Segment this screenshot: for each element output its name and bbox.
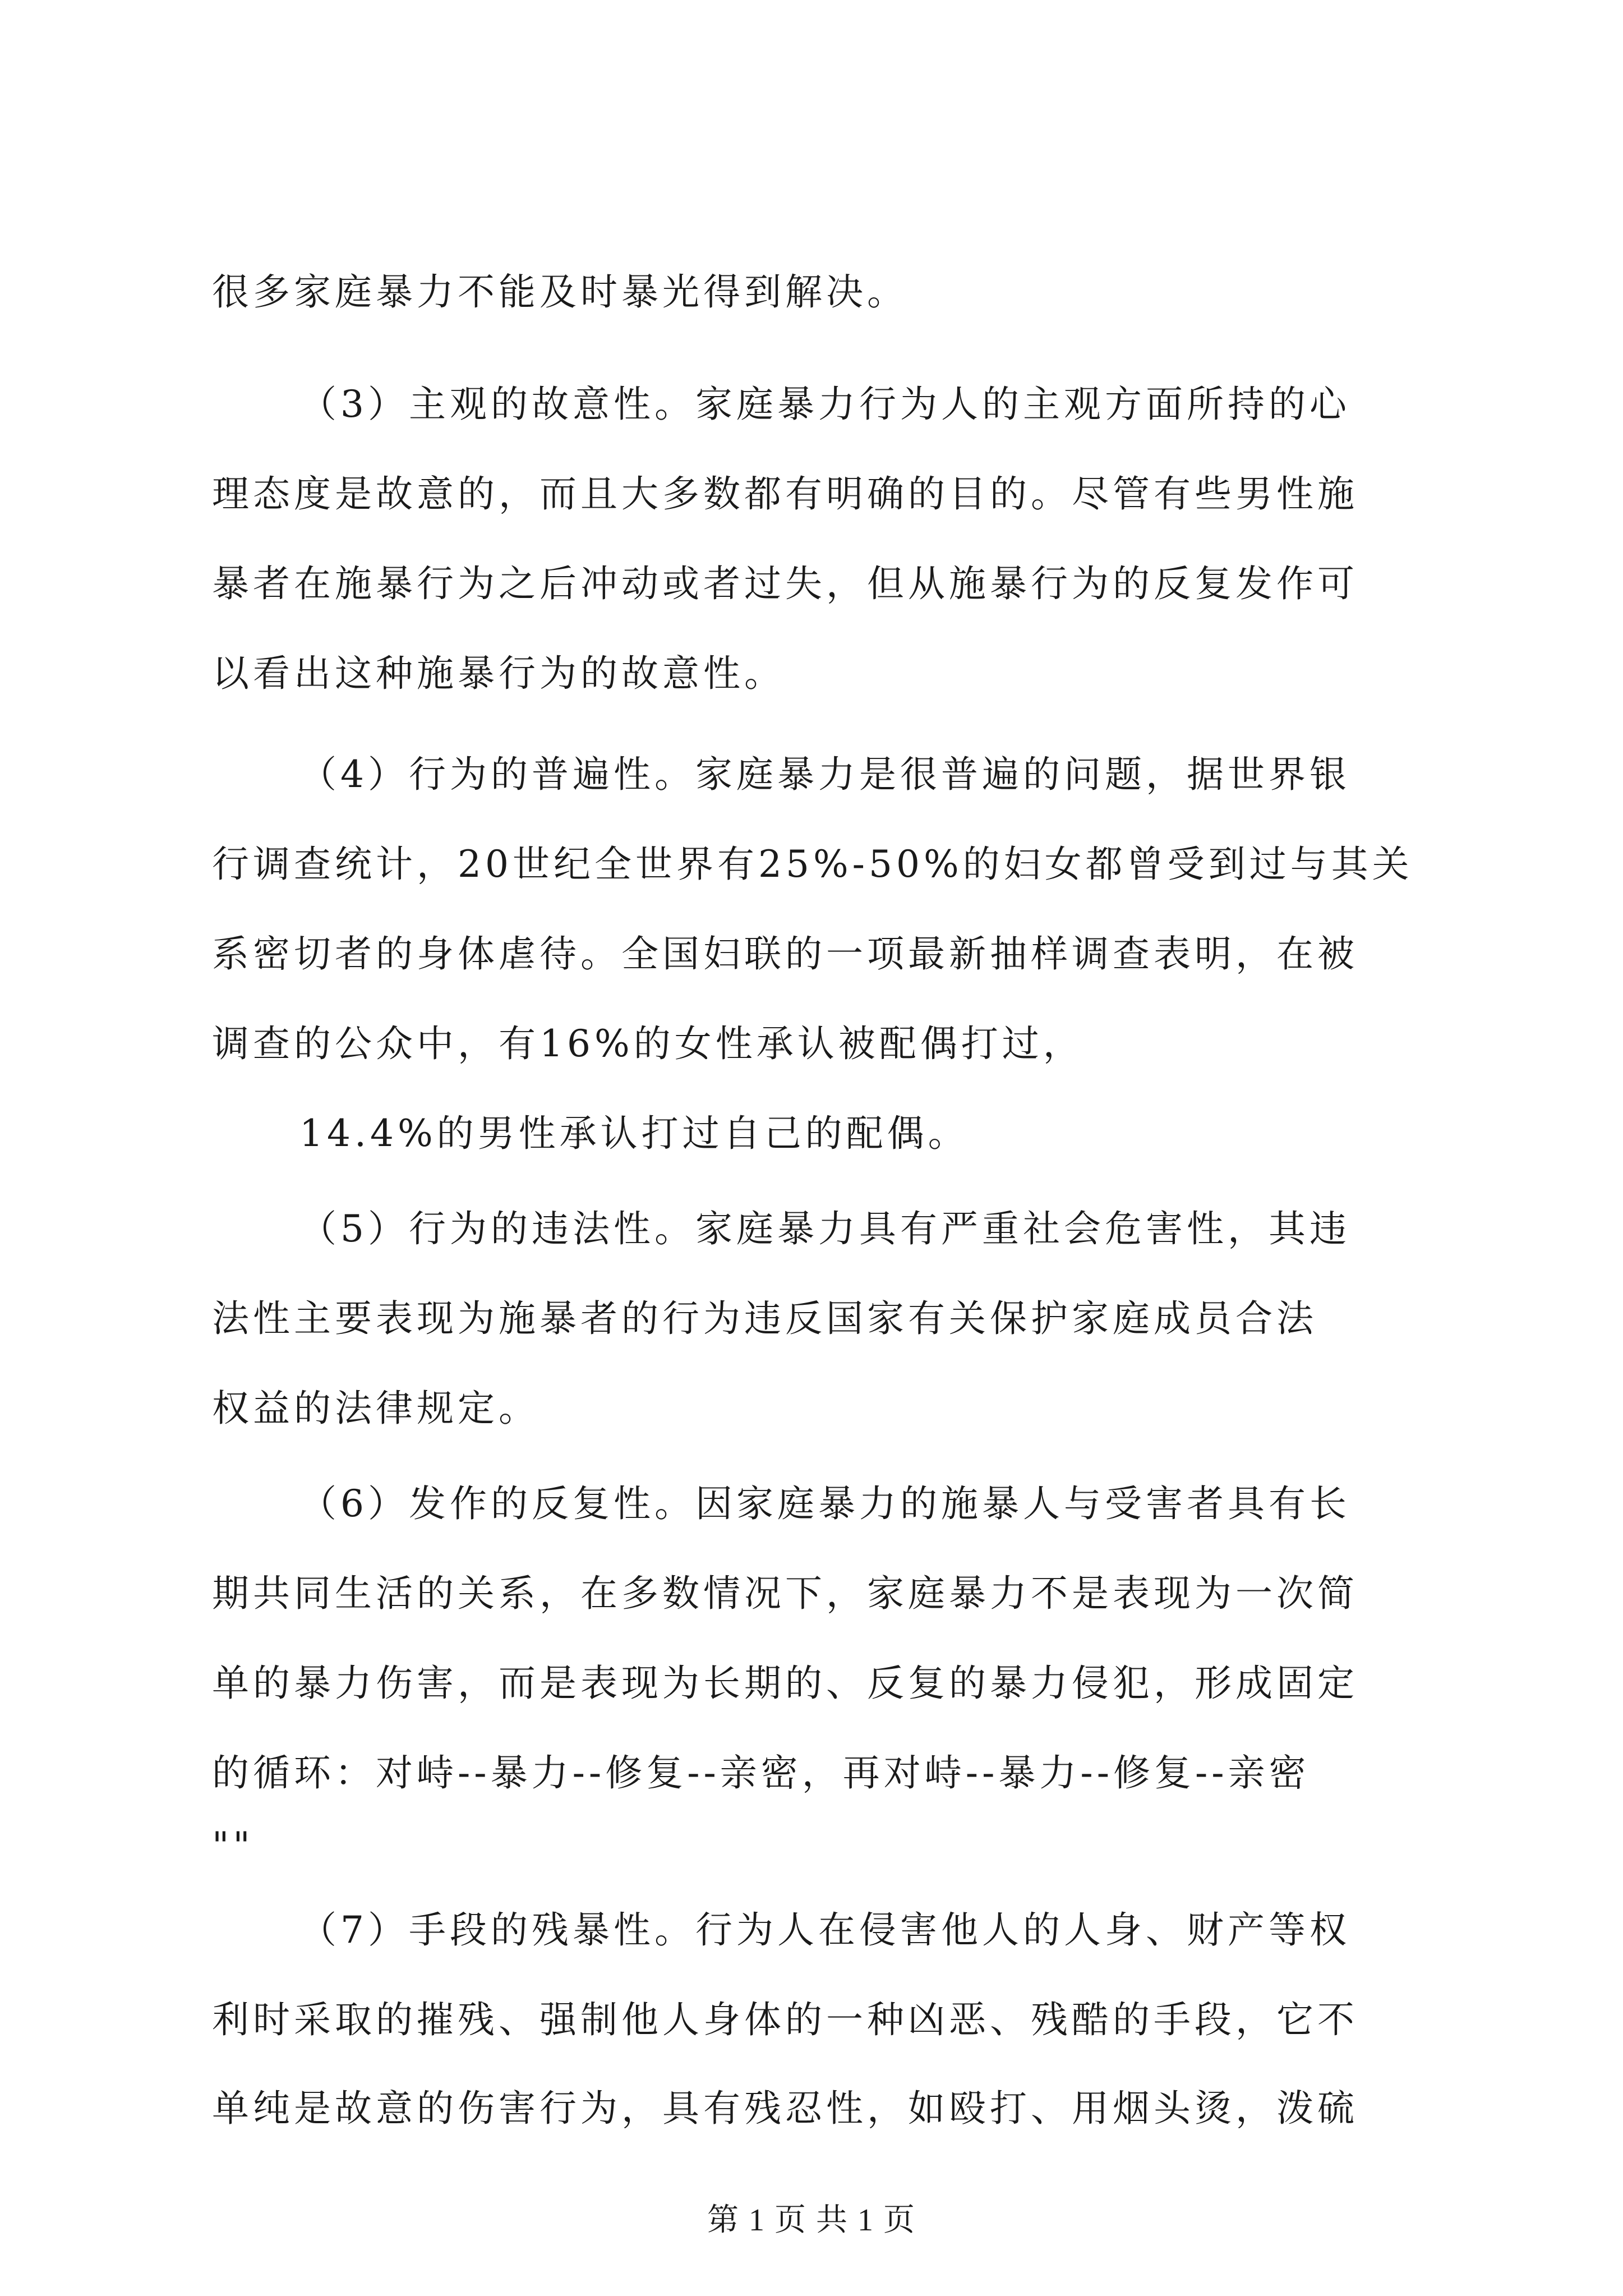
- text-line: 14.4%的男性承认打过自己的配偶。: [299, 1112, 969, 1155]
- text-line: 利时采取的摧残、强制他人身体的一种凶恶、残酷的手段，它不: [212, 1998, 1358, 2041]
- text-line: 暴者在施暴行为之后冲动或者过失，但从施暴行为的反复发作可: [212, 562, 1358, 605]
- text-line: （6）发作的反复性。因家庭暴力的施暴人与受害者具有长: [299, 1482, 1350, 1525]
- text-line: （4）行为的普遍性。家庭暴力是很普遍的问题，据世界银: [299, 753, 1350, 796]
- text-line: （3）主观的故意性。家庭暴力行为人的主观方面所持的心: [299, 383, 1350, 426]
- text-line: 很多家庭暴力不能及时暴光得到解决。: [212, 270, 908, 314]
- text-line: 调查的公众中，有16%的女性承认被配偶打过，: [212, 1022, 1084, 1065]
- text-line: 权益的法律规定。: [212, 1387, 540, 1430]
- text-line: 以看出这种施暴行为的故意性。: [212, 652, 785, 695]
- text-line: 系密切者的身体虐待。全国妇联的一项最新抽样调查表明，在被: [212, 932, 1358, 976]
- text-line: 单纯是故意的伤害行为，具有残忍性，如殴打、用烟头烫，泼硫: [212, 2087, 1358, 2130]
- text-line: （7）手段的残暴性。行为人在侵害他人的人身、财产等权: [299, 1908, 1350, 1952]
- text-line: 期共同生活的关系，在多数情况下，家庭暴力不是表现为一次简: [212, 1572, 1358, 1615]
- text-line: 法性主要表现为施暴者的行为违反国家有关保护家庭成员合法: [212, 1297, 1317, 1340]
- text-line: "": [212, 1824, 254, 1867]
- text-line: 行调查统计，20世纪全世界有25%-50%的妇女都曾受到过与其关: [212, 843, 1413, 886]
- text-line: 理态度是故意的，而且大多数都有明确的目的。尽管有些男性施: [212, 472, 1358, 516]
- page-footer: 第 1 页 共 1 页: [707, 2203, 916, 2238]
- text-line: 的循环：对峙--暴力--修复--亲密，再对峙--暴力--修复--亲密: [212, 1751, 1310, 1795]
- text-line: 单的暴力伤害，而是表现为长期的、反复的暴力侵犯，形成固定: [212, 1662, 1358, 1705]
- text-line: （5）行为的违法性。家庭暴力具有严重社会危害性，其违: [299, 1207, 1350, 1250]
